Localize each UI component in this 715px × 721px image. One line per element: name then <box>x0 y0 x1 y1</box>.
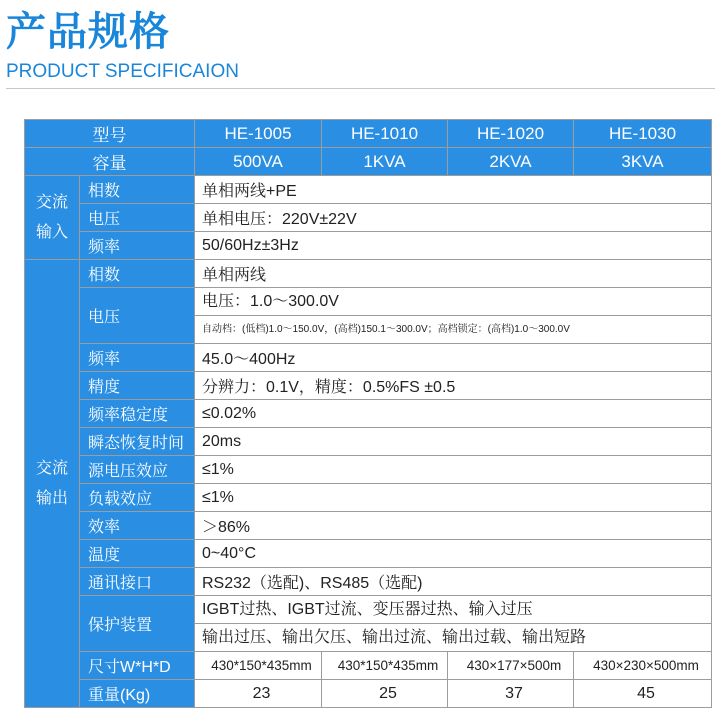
protection-line: 输出过压、输出欠压、输出过流、输出过载、输出短路 <box>195 623 711 651</box>
table-row <box>25 456 712 484</box>
table-row <box>25 288 712 344</box>
row-label: 频率 <box>80 344 195 372</box>
row-value <box>195 288 712 344</box>
voltage-line: 电压：1.0～300.0V <box>202 293 339 310</box>
row-value: ≤1% <box>195 484 712 512</box>
header-divider <box>6 88 715 89</box>
row-value: 50/60Hz±3Hz <box>195 232 712 260</box>
model-cell: HE-1005 <box>195 120 322 148</box>
row-label: 通讯接口 <box>80 568 195 596</box>
table-row <box>25 344 712 372</box>
capacity-cell: 3KVA <box>574 148 712 176</box>
row-value <box>195 596 712 652</box>
row-value: 单相电压：220V±22V <box>195 204 712 232</box>
row-label: 电压 <box>80 288 195 344</box>
row-label: 精度 <box>80 372 195 400</box>
row-label: 源电压效应 <box>80 456 195 484</box>
weight-cell: 37 <box>448 680 574 708</box>
table-row <box>25 540 712 568</box>
table-row <box>25 232 712 260</box>
size-cell: 430×177×500m <box>448 652 574 680</box>
row-label: 相数 <box>80 176 195 204</box>
row-label: 频率 <box>80 232 195 260</box>
table-row <box>25 596 712 652</box>
row-label: 效率 <box>80 512 195 540</box>
weight-row <box>25 680 712 708</box>
table-row <box>25 484 712 512</box>
ac-input-group-label: 交流 输入 <box>25 176 80 260</box>
table-row <box>25 512 712 540</box>
row-label: 电压 <box>80 204 195 232</box>
ac-output-group-label: 交流 输出 <box>25 260 80 708</box>
table-row <box>25 400 712 428</box>
capacity-cell: 2KVA <box>448 148 574 176</box>
weight-cell: 25 <box>322 680 448 708</box>
row-value: 单相两线 <box>195 260 712 288</box>
weight-label: 重量(Kg) <box>80 680 195 708</box>
spec-table <box>24 119 712 708</box>
row-value: 单相两线+PE <box>195 176 712 204</box>
size-cell: 430*150*435mm <box>195 652 322 680</box>
table-row <box>25 568 712 596</box>
row-value: 20ms <box>195 428 712 456</box>
row-label: 保护装置 <box>80 596 195 652</box>
size-label: 尺寸W*H*D <box>80 652 195 680</box>
table-row <box>25 204 712 232</box>
weight-cell: 23 <box>195 680 322 708</box>
table-row <box>25 176 712 204</box>
capacity-row <box>25 148 712 176</box>
model-cell: HE-1010 <box>322 120 448 148</box>
row-value: 45.0～400Hz <box>195 344 712 372</box>
capacity-cell: 500VA <box>195 148 322 176</box>
row-label: 温度 <box>80 540 195 568</box>
table-row <box>25 428 712 456</box>
table-row <box>25 372 712 400</box>
capacity-cell: 1KVA <box>322 148 448 176</box>
weight-cell: 45 <box>574 680 712 708</box>
page-title: 产品规格 <box>6 9 170 55</box>
voltage-detail-line: 自动档：(低档)1.0～150.0V，(高档)150.1～300.0V；高档锁定：(高档)1.0～300.0V <box>195 315 711 343</box>
protection-line: IGBT过热、IGBT过流、变压器过热、输入过压 <box>202 601 533 618</box>
row-value: ≤0.02% <box>195 400 712 428</box>
row-value: 0~40°C <box>195 540 712 568</box>
size-cell: 430*150*435mm <box>322 652 448 680</box>
model-cell: HE-1030 <box>574 120 712 148</box>
model-row <box>25 120 712 148</box>
table-row <box>25 260 712 288</box>
model-label: 型号 <box>25 120 195 148</box>
row-label: 瞬态恢复时间 <box>80 428 195 456</box>
model-cell: HE-1020 <box>448 120 574 148</box>
row-label: 相数 <box>80 260 195 288</box>
row-value: RS232（选配)、RS485（选配) <box>195 568 712 596</box>
size-cell: 430×230×500mm <box>574 652 712 680</box>
size-row <box>25 652 712 680</box>
row-label: 频率稳定度 <box>80 400 195 428</box>
page-subtitle: PRODUCT SPECIFICAION <box>6 61 239 82</box>
row-value: ＞86% <box>195 512 712 540</box>
row-value: 分辨力：0.1V，精度：0.5%FS ±0.5 <box>195 372 712 400</box>
capacity-label: 容量 <box>25 148 195 176</box>
row-label: 负载效应 <box>80 484 195 512</box>
row-value: ≤1% <box>195 456 712 484</box>
